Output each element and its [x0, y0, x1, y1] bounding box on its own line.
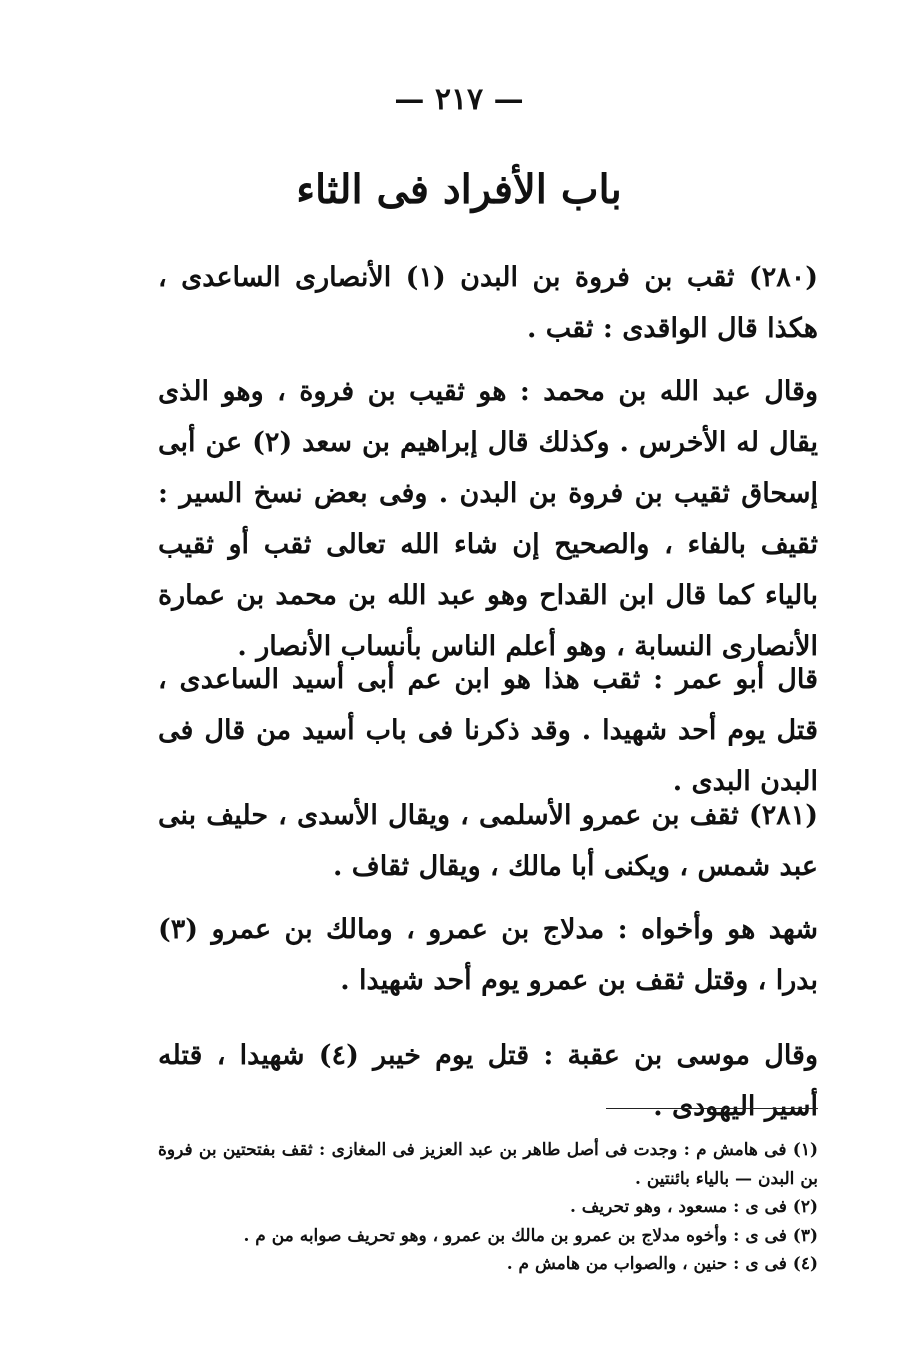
- chapter-title: باب الأفراد فى الثاء: [296, 166, 622, 213]
- paragraph-musa: وقال موسى بن عقبة : قتل يوم خيبر (٤) شهيدا ، قتله أسير اليهودى .: [158, 1040, 819, 1122]
- paragraph-thuqayb: وقال عبد الله بن محمد : هو ثقيب بن فروة ، وهو الذى يقال له الأخرس . وكذلك قال إبراهيم بن سعد (٢) عن أبى إسحاق ثقيب بن فروة بن البدن . وفى بعض نسخ السير : ثقيف بالفاء ، والصحيح إن شاء الله تعالى ثقب أو ثقيب بالياء كما قال ابن القداح وهو عبد الله بن محمد بن عمارة الأنصارى النسابة ، وهو أعلم الناس بأنساب الأنصار .: [158, 376, 819, 662]
- paragraph-badr: شهد هو وأخواه : مدلاج بن عمرو ، ومالك بن عمرو (٣) بدرا ، وقتل ثقف بن عمرو يوم أحد شهيدا .: [158, 914, 818, 996]
- footnote-divider: [606, 1108, 818, 1109]
- footnote-4: (٤) فى ى : حنين ، والصواب من هامش م .: [506, 1254, 818, 1274]
- footnotes: [158, 1136, 818, 1279]
- footnote-1: (١) فى هامش م : وجدت فى أصل طاهر بن عبد العزيز فى المغازى : ثقف بفتحتين بن فروة بن البدن — بالياء بائنتين .: [158, 1140, 818, 1189]
- entry-281: (٢٨١) ثقف بن عمرو الأسلمى ، ويقال الأسدى ، حليف بنى عبد شمس ، ويكنى أبا مالك ، ويقال ثقاف .: [158, 800, 818, 882]
- entry-280: (٢٨٠) ثقب بن فروة بن البدن (١) الأنصارى الساعدى ، هكذا قال الواقدى : ثقب .: [158, 262, 818, 344]
- page-number: — ٢١٧ —: [394, 82, 524, 117]
- footnote-2: (٢) فى ى : مسعود ، وهو تحريف .: [569, 1197, 818, 1217]
- footnote-3: (٣) فى ى : وأخوه مدلاج بن عمرو بن مالك بن عمرو ، وهو تحريف صوابه من م .: [243, 1225, 818, 1246]
- paragraph-abu-umar: قال أبو عمر : ثقب هذا هو ابن عم أبى أسيد الساعدى ، قتل يوم أحد شهيدا . وقد ذكرنا فى باب أسيد من قال فى البدن البدى .: [158, 664, 818, 797]
